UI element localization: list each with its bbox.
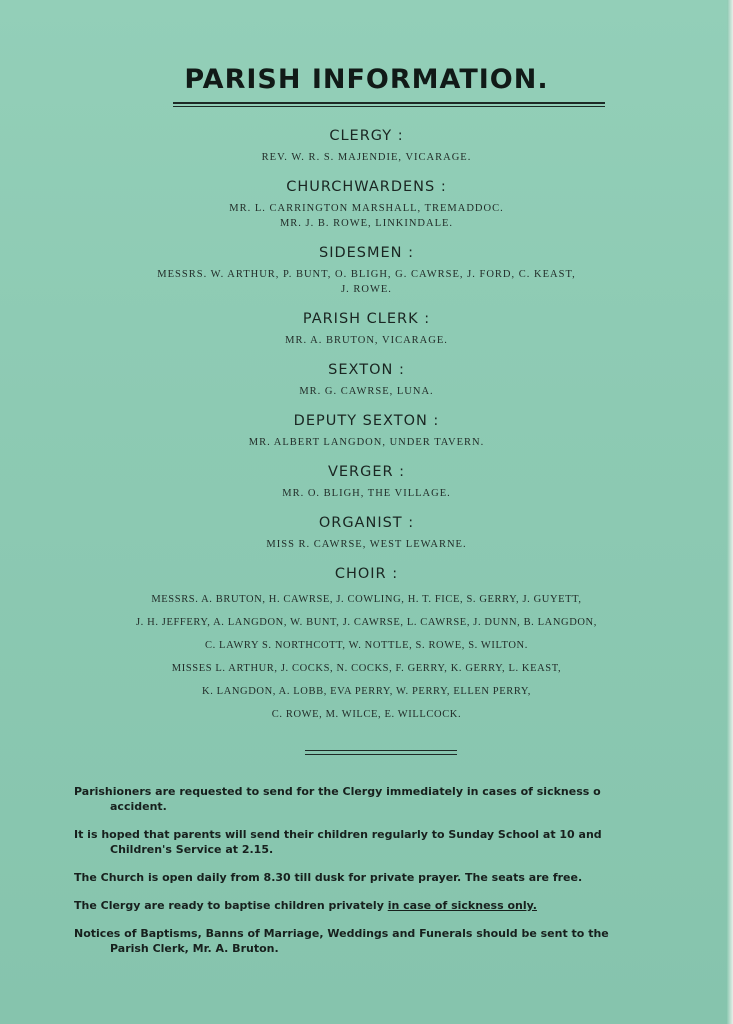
section-heading: ORGANIST : bbox=[318, 515, 415, 531]
notice-underlined-text: in case of sickness only. bbox=[387, 899, 537, 912]
notice-text: Parish Clerk, Mr. A. Bruton. bbox=[110, 942, 279, 955]
notices bbox=[74, 784, 686, 969]
notice-church-open bbox=[74, 870, 686, 885]
section-line: MR. O. BLIGH, THE VILLAGE. bbox=[282, 488, 451, 499]
notice-sickness bbox=[74, 784, 686, 814]
section-heading: DEPUTY SEXTON : bbox=[293, 413, 440, 429]
section-deputy-sexton bbox=[0, 413, 733, 450]
notice-text: Notices of Baptisms, Banns of Marriage, Weddings and Funerals should be sent to the bbox=[74, 927, 609, 940]
section-organist bbox=[0, 515, 733, 552]
choir-line: C. ROWE, M. WILCE, E. WILLCOCK. bbox=[271, 709, 462, 720]
section-choir bbox=[0, 566, 733, 726]
section-heading: VERGER : bbox=[327, 464, 406, 480]
choir-line: MISSES L. ARTHUR, J. COCKS, N. COCKS, F. GERRY, K. GERRY, L. KEAST, bbox=[171, 663, 562, 674]
section-heading: PARISH CLERK : bbox=[302, 311, 431, 327]
divider-rule bbox=[305, 750, 457, 755]
section-sidesmen bbox=[0, 245, 733, 297]
title-rule bbox=[173, 102, 605, 107]
section-clergy bbox=[0, 128, 733, 165]
section-heading: CHOIR : bbox=[334, 566, 399, 582]
notice-text: Parishioners are requested to send for the Clergy immediately in cases of sickness o bbox=[74, 785, 601, 798]
section-line: MR. L. CARRINGTON MARSHALL, TREMADDOC. bbox=[229, 203, 504, 214]
notice-text: accident. bbox=[110, 800, 167, 813]
section-line: MR. J. B. ROWE, LINKINDALE. bbox=[279, 218, 454, 229]
notice-text: The Church is open daily from 8.30 till dusk for private prayer. The seats are free. bbox=[74, 871, 583, 884]
section-heading: SIDESMEN : bbox=[318, 245, 415, 261]
section-heading: CLERGY : bbox=[329, 128, 404, 144]
section-line: REV. W. R. S. MAJENDIE, VICARAGE. bbox=[261, 152, 472, 163]
section-churchwardens bbox=[0, 179, 733, 231]
section-heading: CHURCHWARDENS : bbox=[286, 179, 447, 195]
section-line: MR. A. BRUTON, VICARAGE. bbox=[285, 335, 448, 346]
section-line: MISS R. CAWRSE, WEST LEWARNE. bbox=[266, 539, 467, 550]
choir-line: MESSRS. A. BRUTON, H. CAWRSE, J. COWLING, H. T. FICE, S. GERRY, J. GUYETT, bbox=[151, 594, 582, 605]
section-line: MESSRS. W. ARTHUR, P. BUNT, O. BLIGH, G. CAWRSE, J. FORD, C. KEAST, bbox=[157, 269, 576, 280]
notice-baptisms-banns bbox=[74, 926, 686, 956]
notice-text: Children's Service at 2.15. bbox=[110, 843, 274, 856]
choir-line: K. LANGDON, A. LOBB, EVA PERRY, W. PERRY, ELLEN PERRY, bbox=[202, 686, 531, 697]
section-line: MR. G. CAWRSE, LUNA. bbox=[299, 386, 434, 397]
section-parish-clerk bbox=[0, 311, 733, 348]
sections bbox=[0, 128, 733, 740]
section-sexton bbox=[0, 362, 733, 399]
notice-text: It is hoped that parents will send their children regularly to Sunday School at 10 and bbox=[74, 828, 602, 841]
section-verger bbox=[0, 464, 733, 501]
notice-sunday-school bbox=[74, 827, 686, 857]
notice-text: The Clergy are ready to baptise children privately bbox=[74, 899, 388, 912]
choir-line: J. H. JEFFERY, A. LANGDON, W. BUNT, J. CAWRSE, L. CAWRSE, J. DUNN, B. LANGDON, bbox=[136, 617, 597, 628]
choir-line: C. LAWRY S. NORTHCOTT, W. NOTTLE, S. ROWE, S. WILTON. bbox=[205, 640, 528, 651]
page-title: PARISH INFORMATION. bbox=[184, 64, 549, 95]
notice-baptism bbox=[74, 898, 686, 913]
section-line: MR. ALBERT LANGDON, UNDER TAVERN. bbox=[248, 437, 485, 448]
section-line: J. ROWE. bbox=[341, 284, 392, 295]
section-heading: SEXTON : bbox=[328, 362, 405, 378]
